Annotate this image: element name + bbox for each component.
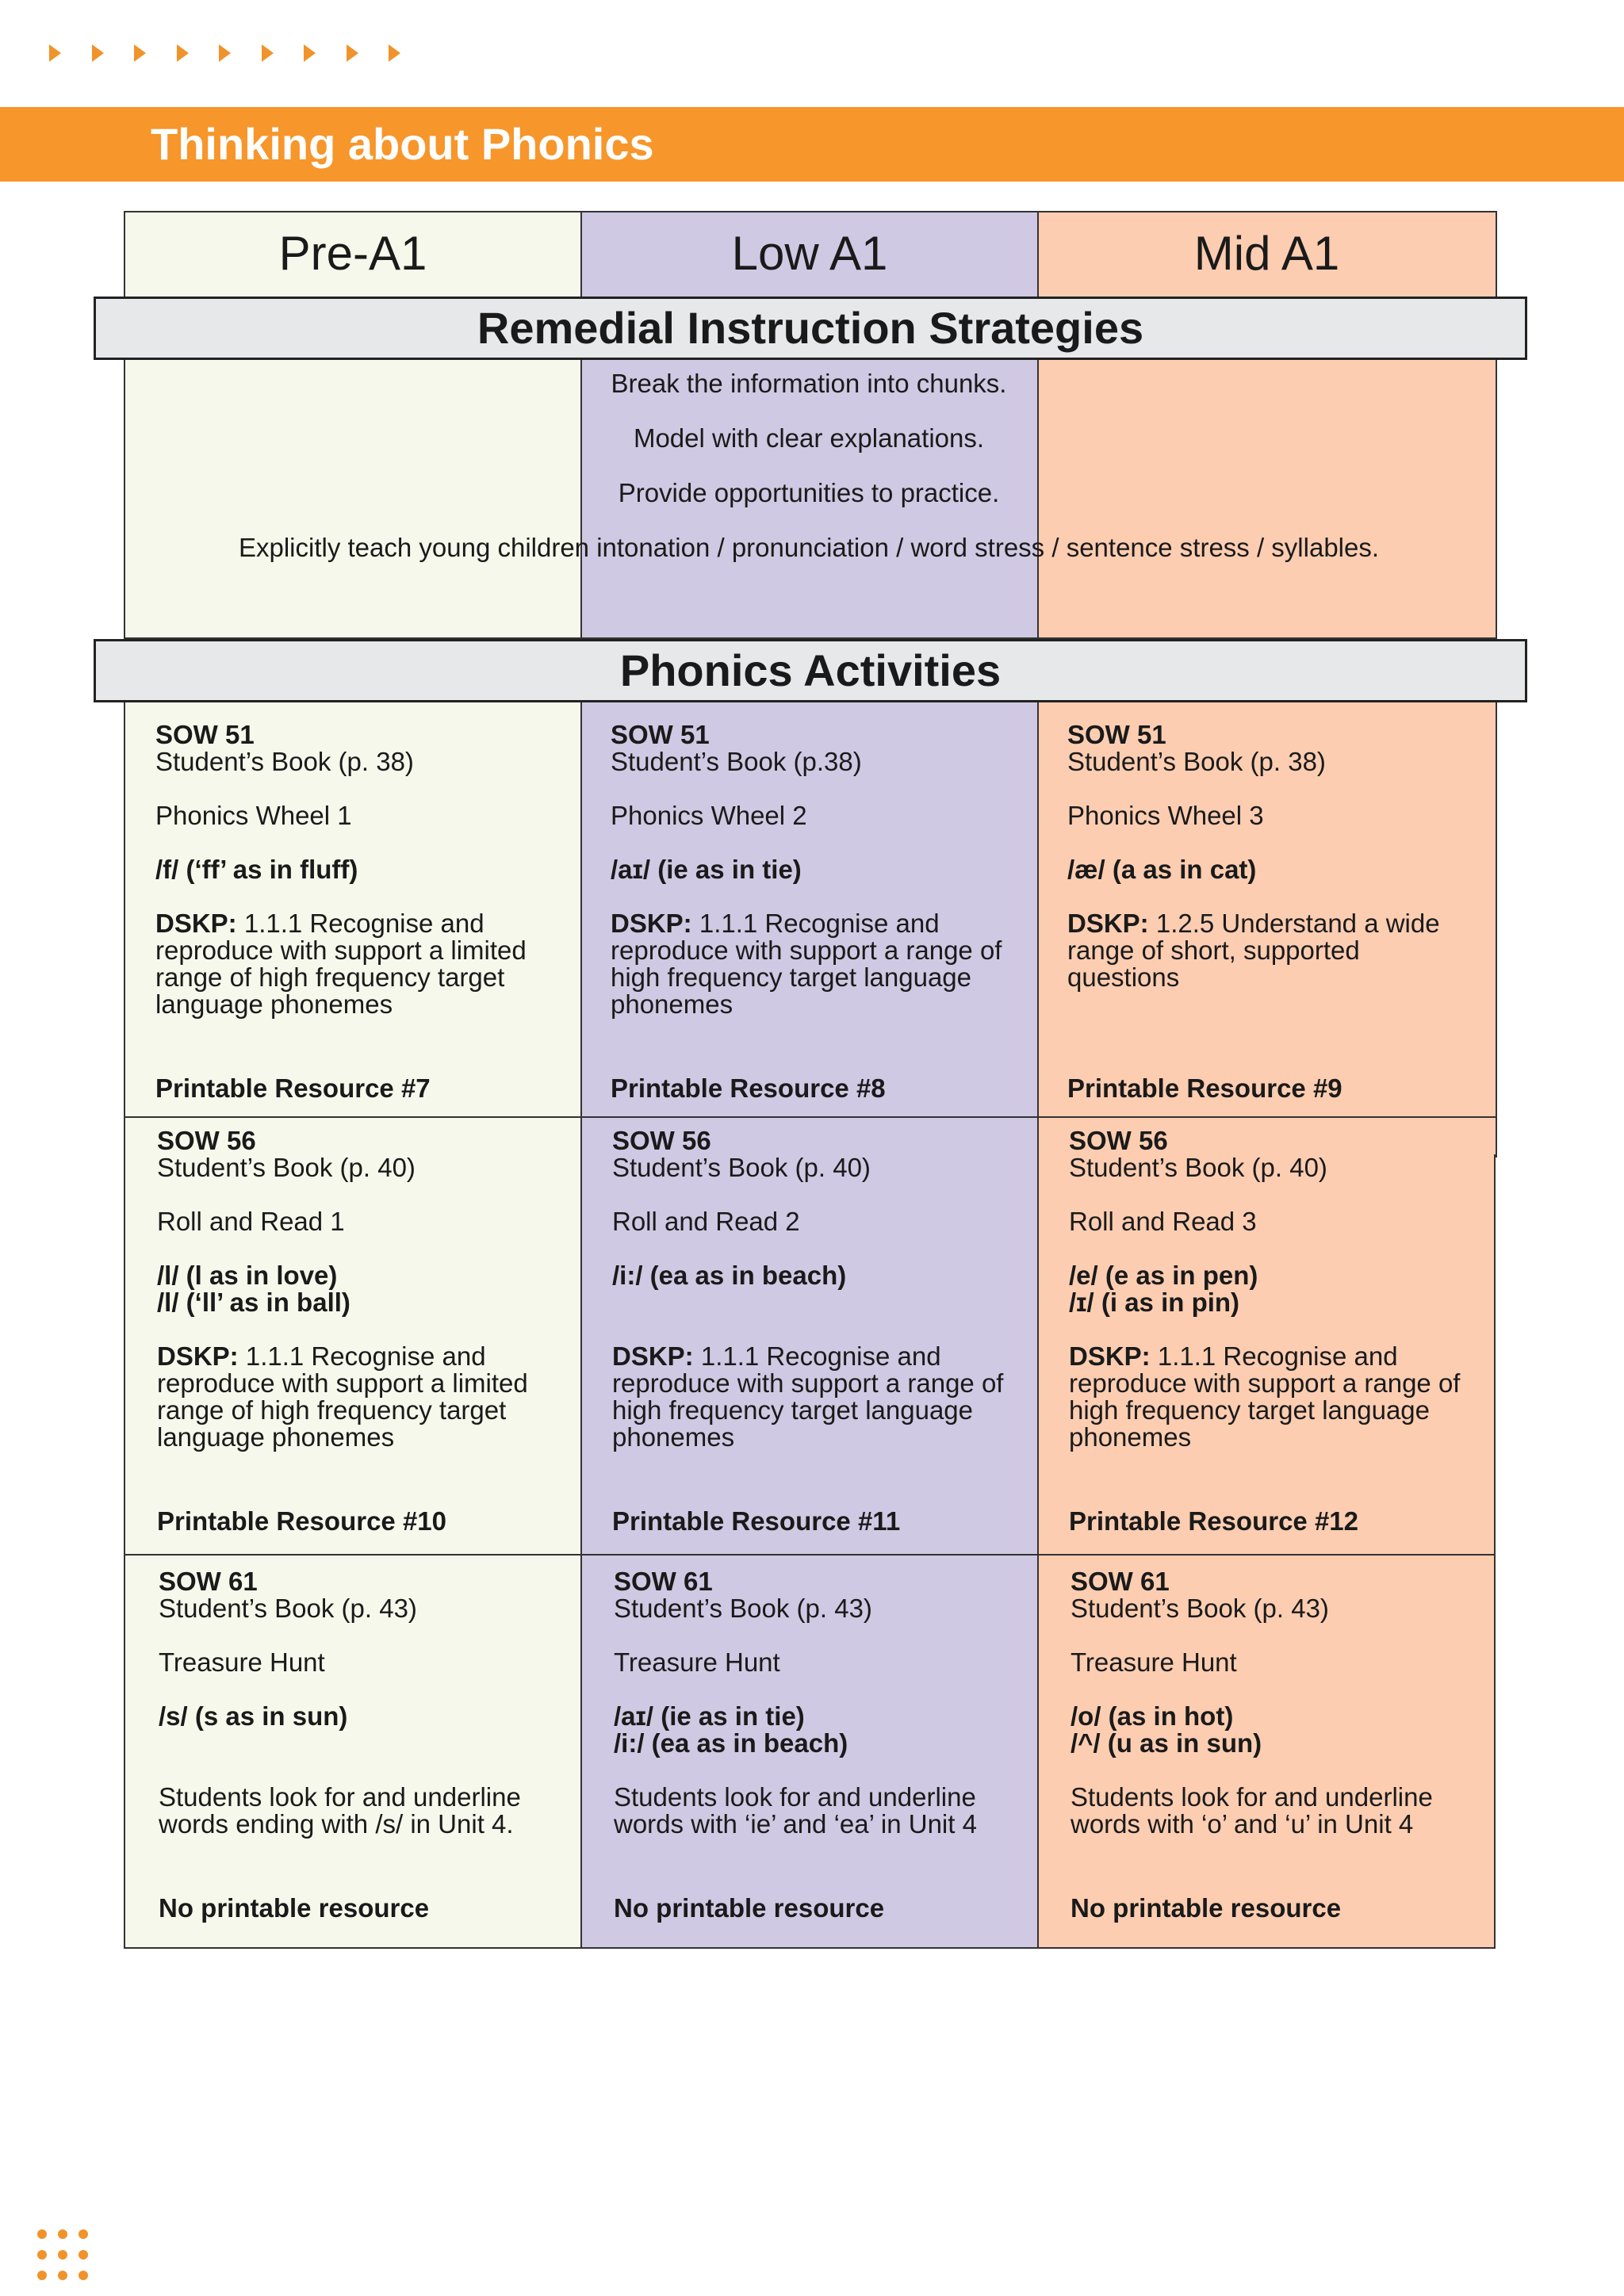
arrow-icon bbox=[304, 44, 316, 62]
activity-name: Phonics Wheel 2 bbox=[611, 801, 807, 830]
phoneme-target: /aɪ/ (ie as in tie) bbox=[614, 1701, 805, 1731]
activity-name: Roll and Read 3 bbox=[1069, 1207, 1257, 1236]
dskp-text: 1.1.1 Recognise and reproduce with support a limited range of high frequency target language phonemes bbox=[157, 1341, 528, 1452]
book-reference: Student’s Book (p. 43) bbox=[614, 1594, 872, 1623]
dot-icon bbox=[79, 2229, 88, 2239]
phoneme-target: /e/ (e as in pen) bbox=[1069, 1261, 1258, 1290]
dskp-standard bbox=[612, 1343, 1013, 1451]
sow-label: SOW 61 bbox=[1071, 1567, 1170, 1596]
book-reference: Student’s Book (p. 40) bbox=[612, 1153, 871, 1182]
sow-label: SOW 61 bbox=[159, 1567, 258, 1596]
activity-cell-sow61-mid-a1 bbox=[1071, 1568, 1471, 1941]
printable-resource: Printable Resource #12 bbox=[1069, 1506, 1358, 1536]
printable-resource: No printable resource bbox=[159, 1893, 430, 1923]
dskp-label: DSKP: bbox=[155, 909, 237, 938]
arrow-icon bbox=[347, 44, 358, 62]
phoneme-target: /l/ (‘ll’ as in ball) bbox=[157, 1288, 350, 1317]
column-header-pre-a1: Pre-A1 bbox=[278, 227, 427, 280]
dskp-text: 1.1.1 Recognise and reproduce with support a range of high frequency target language phonemes bbox=[612, 1341, 1004, 1452]
printable-resource: Printable Resource #8 bbox=[611, 1073, 886, 1103]
dskp-standard bbox=[157, 1343, 557, 1451]
sow-label: SOW 56 bbox=[157, 1126, 256, 1155]
book-reference: Student’s Book (p. 40) bbox=[157, 1153, 416, 1182]
strategy-item: Provide opportunities to practice. bbox=[618, 478, 1000, 507]
dot-icon bbox=[37, 2271, 47, 2280]
activity-name: Treasure Hunt bbox=[159, 1647, 325, 1677]
arrow-icon bbox=[177, 44, 189, 62]
phoneme-target: /æ/ (a as in cat) bbox=[1067, 855, 1257, 884]
sow-label: SOW 56 bbox=[612, 1126, 711, 1155]
phoneme-target: /f/ (‘ff’ as in fluff) bbox=[155, 855, 358, 884]
column-divider bbox=[580, 1154, 582, 1949]
book-reference: Student’s Book (p. 38) bbox=[155, 747, 414, 776]
table-right-border bbox=[1494, 1154, 1496, 1949]
dskp-label: DSKP: bbox=[157, 1341, 239, 1371]
activity-name: Treasure Hunt bbox=[614, 1647, 780, 1677]
phoneme-target: /l/ (l as in love) bbox=[157, 1261, 338, 1290]
sow-label: SOW 56 bbox=[1069, 1126, 1168, 1155]
book-reference: Student’s Book (p. 38) bbox=[1067, 747, 1326, 776]
page-title: Thinking about Phonics bbox=[151, 119, 654, 169]
column-divider bbox=[1037, 1154, 1039, 1949]
arrow-icon bbox=[134, 44, 146, 62]
dskp-text: 1.1.1 Recognise and reproduce with support a range of high frequency target language phonemes bbox=[1069, 1341, 1461, 1452]
dskp-label: DSKP: bbox=[612, 1341, 694, 1371]
phoneme-target: /aɪ/ (ie as in tie) bbox=[611, 855, 802, 884]
dskp-label: DSKP: bbox=[611, 909, 692, 938]
printable-resource: No printable resource bbox=[1071, 1893, 1342, 1923]
dot-icon bbox=[79, 2250, 88, 2260]
activity-cell-sow61-low-a1 bbox=[614, 1568, 1014, 1941]
book-reference: Student’s Book (p.38) bbox=[611, 747, 862, 776]
phoneme-target: /ɪ/ (i as in pin) bbox=[1069, 1288, 1240, 1317]
dot-icon bbox=[37, 2229, 47, 2239]
title-banner bbox=[0, 107, 1624, 182]
dskp-standard bbox=[155, 910, 556, 1018]
activity-cell-sow56-pre-a1 bbox=[157, 1127, 557, 1548]
activity-cell-sow51-pre-a1 bbox=[155, 721, 556, 1110]
strategy-item: Break the information into chunks. bbox=[611, 369, 1007, 398]
book-reference: Student’s Book (p. 40) bbox=[1069, 1153, 1327, 1182]
strategies-title: Remedial Instruction Strategies bbox=[477, 303, 1144, 353]
arrow-icon bbox=[49, 44, 61, 62]
activity-cell-sow56-mid-a1 bbox=[1069, 1127, 1469, 1548]
phoneme-target: /s/ (s as in sun) bbox=[159, 1701, 348, 1731]
dskp-text: 1.2.5 Understand a wide range of short, supported questions bbox=[1067, 909, 1440, 992]
dot-icon bbox=[58, 2229, 67, 2239]
dskp-label: DSKP: bbox=[1067, 909, 1149, 938]
column-header-mid-a1: Mid A1 bbox=[1193, 227, 1340, 280]
table-bottom-border bbox=[124, 1947, 1496, 1949]
activities-title: Phonics Activities bbox=[619, 645, 1002, 695]
activity-note: Students look for and underline words with ‘ie’ and ‘ea’ in Unit 4 bbox=[614, 1782, 977, 1839]
printable-resource: Printable Resource #11 bbox=[612, 1506, 901, 1536]
strategies-section-header bbox=[94, 297, 1527, 360]
strategies-list bbox=[125, 369, 1492, 588]
activity-cell-sow51-low-a1 bbox=[611, 721, 1011, 1110]
arrow-icon bbox=[262, 44, 274, 62]
row-divider bbox=[124, 1554, 1496, 1556]
arrow-icon bbox=[389, 44, 400, 62]
arrow-icon bbox=[92, 44, 104, 62]
book-reference: Student’s Book (p. 43) bbox=[1071, 1594, 1329, 1623]
activity-name: Phonics Wheel 1 bbox=[155, 801, 352, 830]
activity-cell-sow56-low-a1 bbox=[612, 1127, 1013, 1548]
dskp-standard bbox=[1069, 1343, 1469, 1451]
decorative-dot-grid bbox=[37, 2229, 88, 2280]
dskp-standard bbox=[1067, 910, 1468, 991]
activity-name: Roll and Read 2 bbox=[612, 1207, 800, 1236]
activity-name: Phonics Wheel 3 bbox=[1067, 801, 1264, 830]
dskp-label: DSKP: bbox=[1069, 1341, 1151, 1371]
row-divider bbox=[124, 1116, 1496, 1118]
activity-cell-sow61-pre-a1 bbox=[159, 1568, 559, 1941]
dot-icon bbox=[37, 2250, 47, 2260]
strategy-item: Explicitly teach young children intonation / pronunciation / word stress / sentence stress / syllables. bbox=[238, 533, 1380, 562]
dskp-standard bbox=[611, 910, 1011, 1018]
printable-resource: Printable Resource #9 bbox=[1067, 1073, 1342, 1103]
printable-resource: Printable Resource #10 bbox=[157, 1506, 446, 1536]
printable-resource: No printable resource bbox=[614, 1893, 885, 1923]
arrow-icon bbox=[219, 44, 231, 62]
sow-label: SOW 51 bbox=[611, 720, 710, 749]
activity-name: Roll and Read 1 bbox=[157, 1207, 345, 1236]
dot-icon bbox=[79, 2271, 88, 2280]
phoneme-target: /i:/ (ea as in beach) bbox=[614, 1728, 848, 1758]
sow-label: SOW 51 bbox=[155, 720, 255, 749]
activity-note: Students look for and underline words ending with /s/ in Unit 4. bbox=[159, 1782, 521, 1839]
activity-note: Students look for and underline words with ‘o’ and ‘u’ in Unit 4 bbox=[1071, 1782, 1433, 1839]
activity-name: Treasure Hunt bbox=[1071, 1647, 1237, 1677]
phoneme-target: /^/ (u as in sun) bbox=[1071, 1728, 1262, 1758]
dot-icon bbox=[58, 2271, 67, 2280]
phoneme-target: /o/ (as in hot) bbox=[1071, 1701, 1234, 1731]
decorative-arrow-row bbox=[49, 44, 431, 63]
phoneme-target: /i:/ (ea as in beach) bbox=[612, 1261, 847, 1290]
book-reference: Student’s Book (p. 43) bbox=[159, 1594, 417, 1623]
dskp-text: 1.1.1 Recognise and reproduce with support a limited range of high frequency target language phonemes bbox=[155, 909, 527, 1019]
activity-cell-sow51-mid-a1 bbox=[1067, 721, 1468, 1110]
sow-label: SOW 61 bbox=[614, 1567, 713, 1596]
column-header-low-a1: Low A1 bbox=[731, 227, 888, 280]
sow-label: SOW 51 bbox=[1067, 720, 1166, 749]
strategy-item: Model with clear explanations. bbox=[633, 423, 985, 453]
printable-resource: Printable Resource #7 bbox=[155, 1073, 431, 1103]
activities-section-header bbox=[94, 639, 1527, 702]
dskp-text: 1.1.1 Recognise and reproduce with support a range of high frequency target language phonemes bbox=[611, 909, 1002, 1019]
dot-icon bbox=[58, 2250, 67, 2260]
table-left-border bbox=[124, 1154, 125, 1949]
